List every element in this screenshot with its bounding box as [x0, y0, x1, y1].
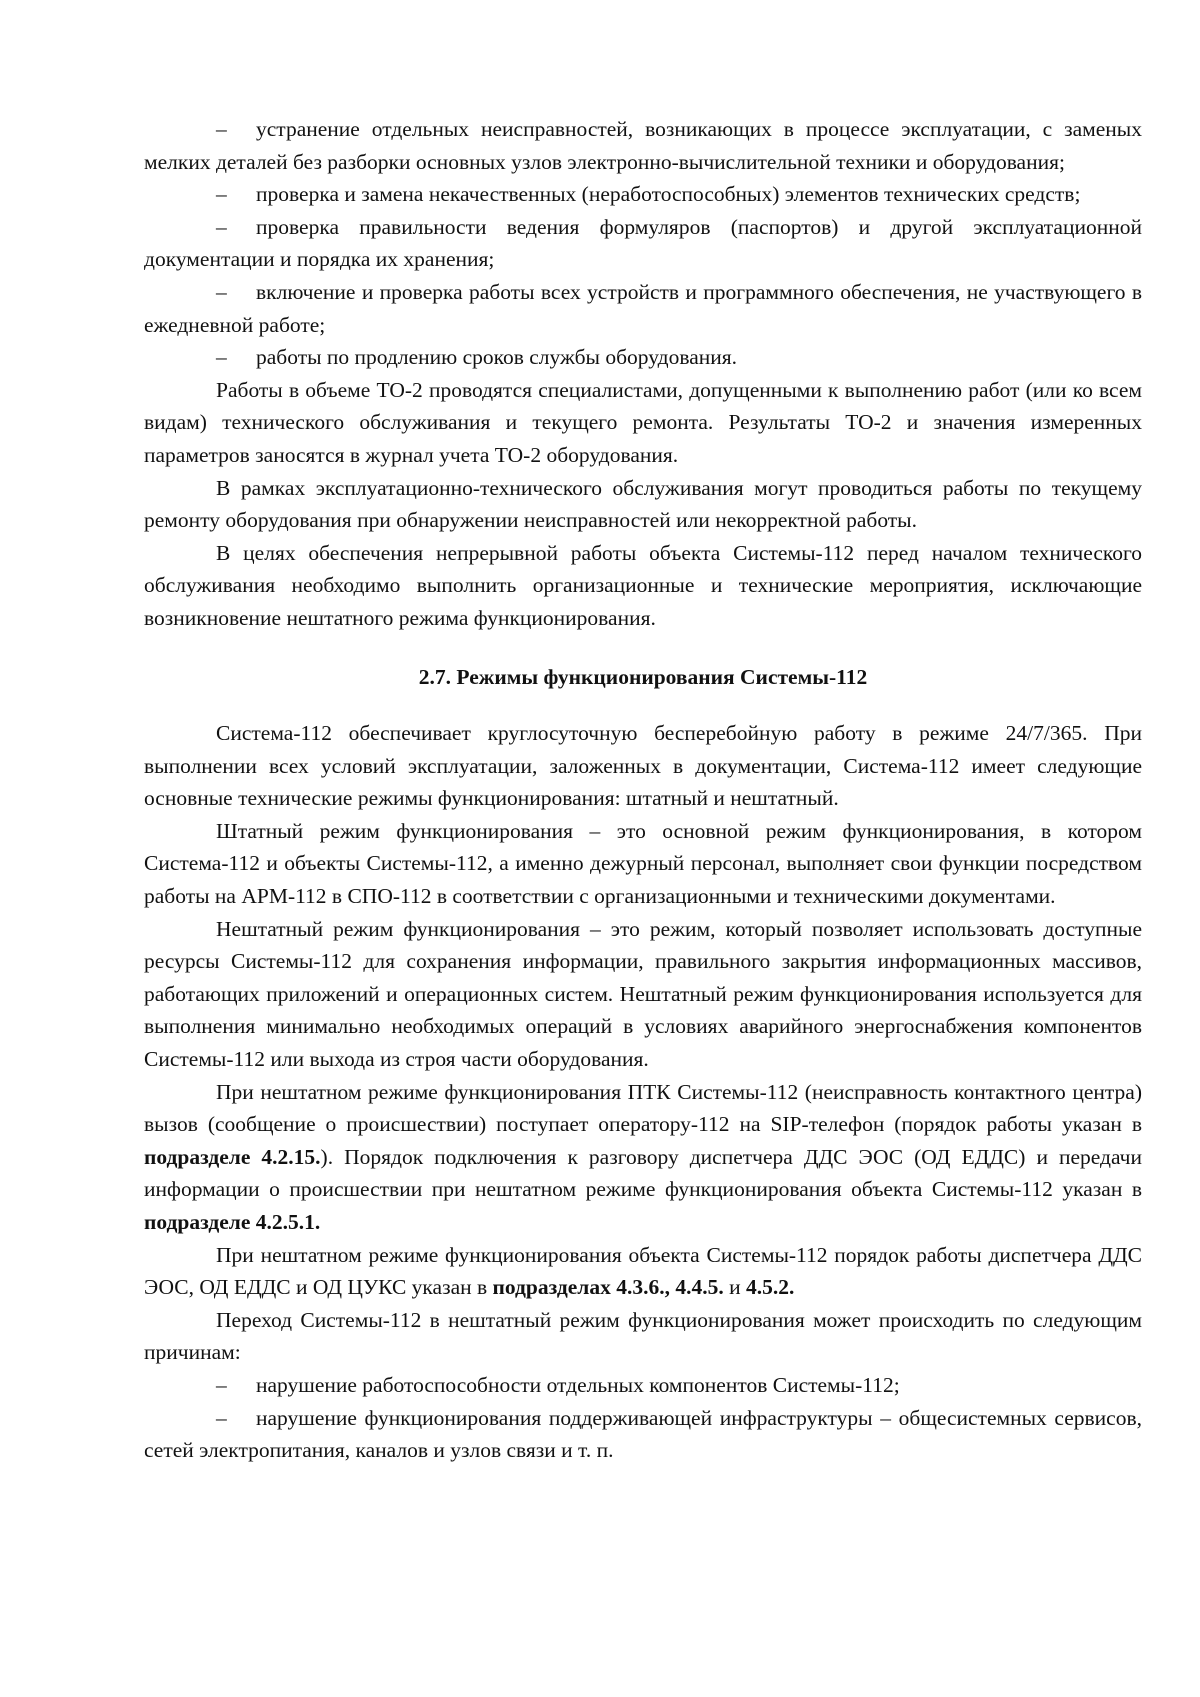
paragraph-transition-causes: Переход Системы-112 в нештатный режим функционирования может происходить по следующим причинам:: [144, 1307, 1142, 1365]
section-heading: 2.7. Режимы функционирования Системы-112: [418, 664, 868, 689]
section-reference: подразделе 4.2.15.: [144, 1144, 321, 1169]
paragraph-abnormal-mode: Нештатный режим функционирования – это режим, который позволяет использовать доступные ресурсы Системы-112 для сохранения информации, правильного закрытия информационных массивов, работающих приложений и операционных систем. Нештатный режим функционирования используется для выполнения минимально необходимых операций в условиях аварийного энергоснабжения компонентов Системы-112 или выхода из строя части оборудования.: [144, 916, 1142, 1072]
dash-marker: –: [216, 1372, 227, 1397]
section-reference: подразделе 4.2.5.1.: [144, 1210, 321, 1234]
document-page: [144, 113, 1142, 1467]
list-item: [144, 1369, 1142, 1402]
dash-marker: –: [216, 1405, 227, 1430]
list-item-text: включение и проверка работы всех устройств и программного обеспечения, не участвующего в ежедневной работе;: [144, 279, 1142, 337]
list-item-text: проверка правильности ведения формуляров (паспортов) и другой эксплуатационной документации и порядка их хранения;: [144, 214, 1142, 272]
list-item: [144, 341, 1142, 374]
dash-marker: –: [216, 279, 227, 304]
list-item-text: устранение отдельных неисправностей, возникающих в процессе эксплуатации, с заменых мелких деталей без разборки основных узлов электронно-вычислительной техники и оборудования;: [144, 117, 1142, 174]
paragraph-dispatcher-procedure: [144, 1239, 1142, 1304]
dash-marker: –: [216, 214, 227, 239]
list-item-text: проверка и замена некачественных (неработоспособных) элементов технических средств;: [256, 182, 1081, 207]
section-reference: 4.5.2.: [746, 1275, 795, 1300]
text-run: При нештатном режиме функционирования ПТК Системы-112 (неисправность контактного центра) вызов (сообщение о происшествии) поступает оператору-112 на SIP-телефон (порядок работы указан в: [144, 1079, 1142, 1137]
list-item-text: нарушение работоспособности отдельных компонентов Системы-112;: [256, 1372, 900, 1397]
list-item-text: нарушение функционирования поддерживающей инфраструктуры – общесистемных сервисов, сетей электропитания, каналов и узлов связи и т. п.: [144, 1405, 1142, 1463]
list-item: [144, 178, 1142, 211]
paragraph-ptk-abnormal: [144, 1076, 1142, 1239]
dash-marker: –: [216, 182, 227, 207]
list-item: [144, 211, 1142, 276]
list-item: [144, 113, 1142, 178]
paragraph-to2-results: Работы в объеме ТО-2 проводятся специалистами, допущенными к выполнению работ (или ко всем видам) технического обслуживания и текущего ремонта. Результаты ТО-2 и значения измеренных параметров заносятся в журнал учета ТО-2 оборудования.: [144, 377, 1142, 467]
dash-marker: –: [216, 345, 227, 370]
paragraph-system-overview: Система-112 обеспечивает круглосуточную бесперебойную работу в режиме 24/7/365. При выполнении всех условий эксплуатации, заложенных в документации, Система-112 имеет следующие основные технические режимы функционирования: штатный и нештатный.: [144, 721, 1142, 811]
text-run: и: [723, 1275, 746, 1300]
list-item-text: работы по продлению сроков службы оборудования.: [256, 345, 738, 370]
text-run: ). Порядок подключения к разговору диспетчера ДДС ЭОС (ОД ЕДДС) и передачи информации о происшествии при нештатном режиме функционирования объекта Системы-112 указан в: [144, 1144, 1142, 1202]
list-item: [144, 276, 1142, 341]
text-run: При нештатном режиме функционирования объекта Системы-112 порядок работы диспетчера ДДС ЭОС, ОД ЕДДС и ОД ЦУКС указан в: [144, 1242, 1142, 1300]
dash-marker: –: [216, 117, 227, 141]
list-item: [144, 1402, 1142, 1467]
paragraph-current-repair: В рамках эксплуатационно-технического обслуживания могут проводиться работы по текущему ремонту оборудования при обнаружении неисправностей или некорректной работы.: [144, 475, 1142, 533]
paragraph-normal-mode: Штатный режим функционирования – это основной режим функционирования, в котором Система-112 и объекты Системы-112, а именно дежурный персонал, выполняет свои функции посредством работы на АРМ-112 в СПО-112 в соответствии с организационными и техническими документами.: [144, 818, 1142, 909]
section-reference: подразделах 4.3.6., 4.4.5.: [492, 1275, 724, 1300]
paragraph-continuity-measures: В целях обеспечения непрерывной работы объекта Системы-112 перед началом технического обслуживания необходимо выполнить организационные и технические мероприятия, исключающие возникновение нештатного режима функционирования.: [144, 540, 1142, 630]
